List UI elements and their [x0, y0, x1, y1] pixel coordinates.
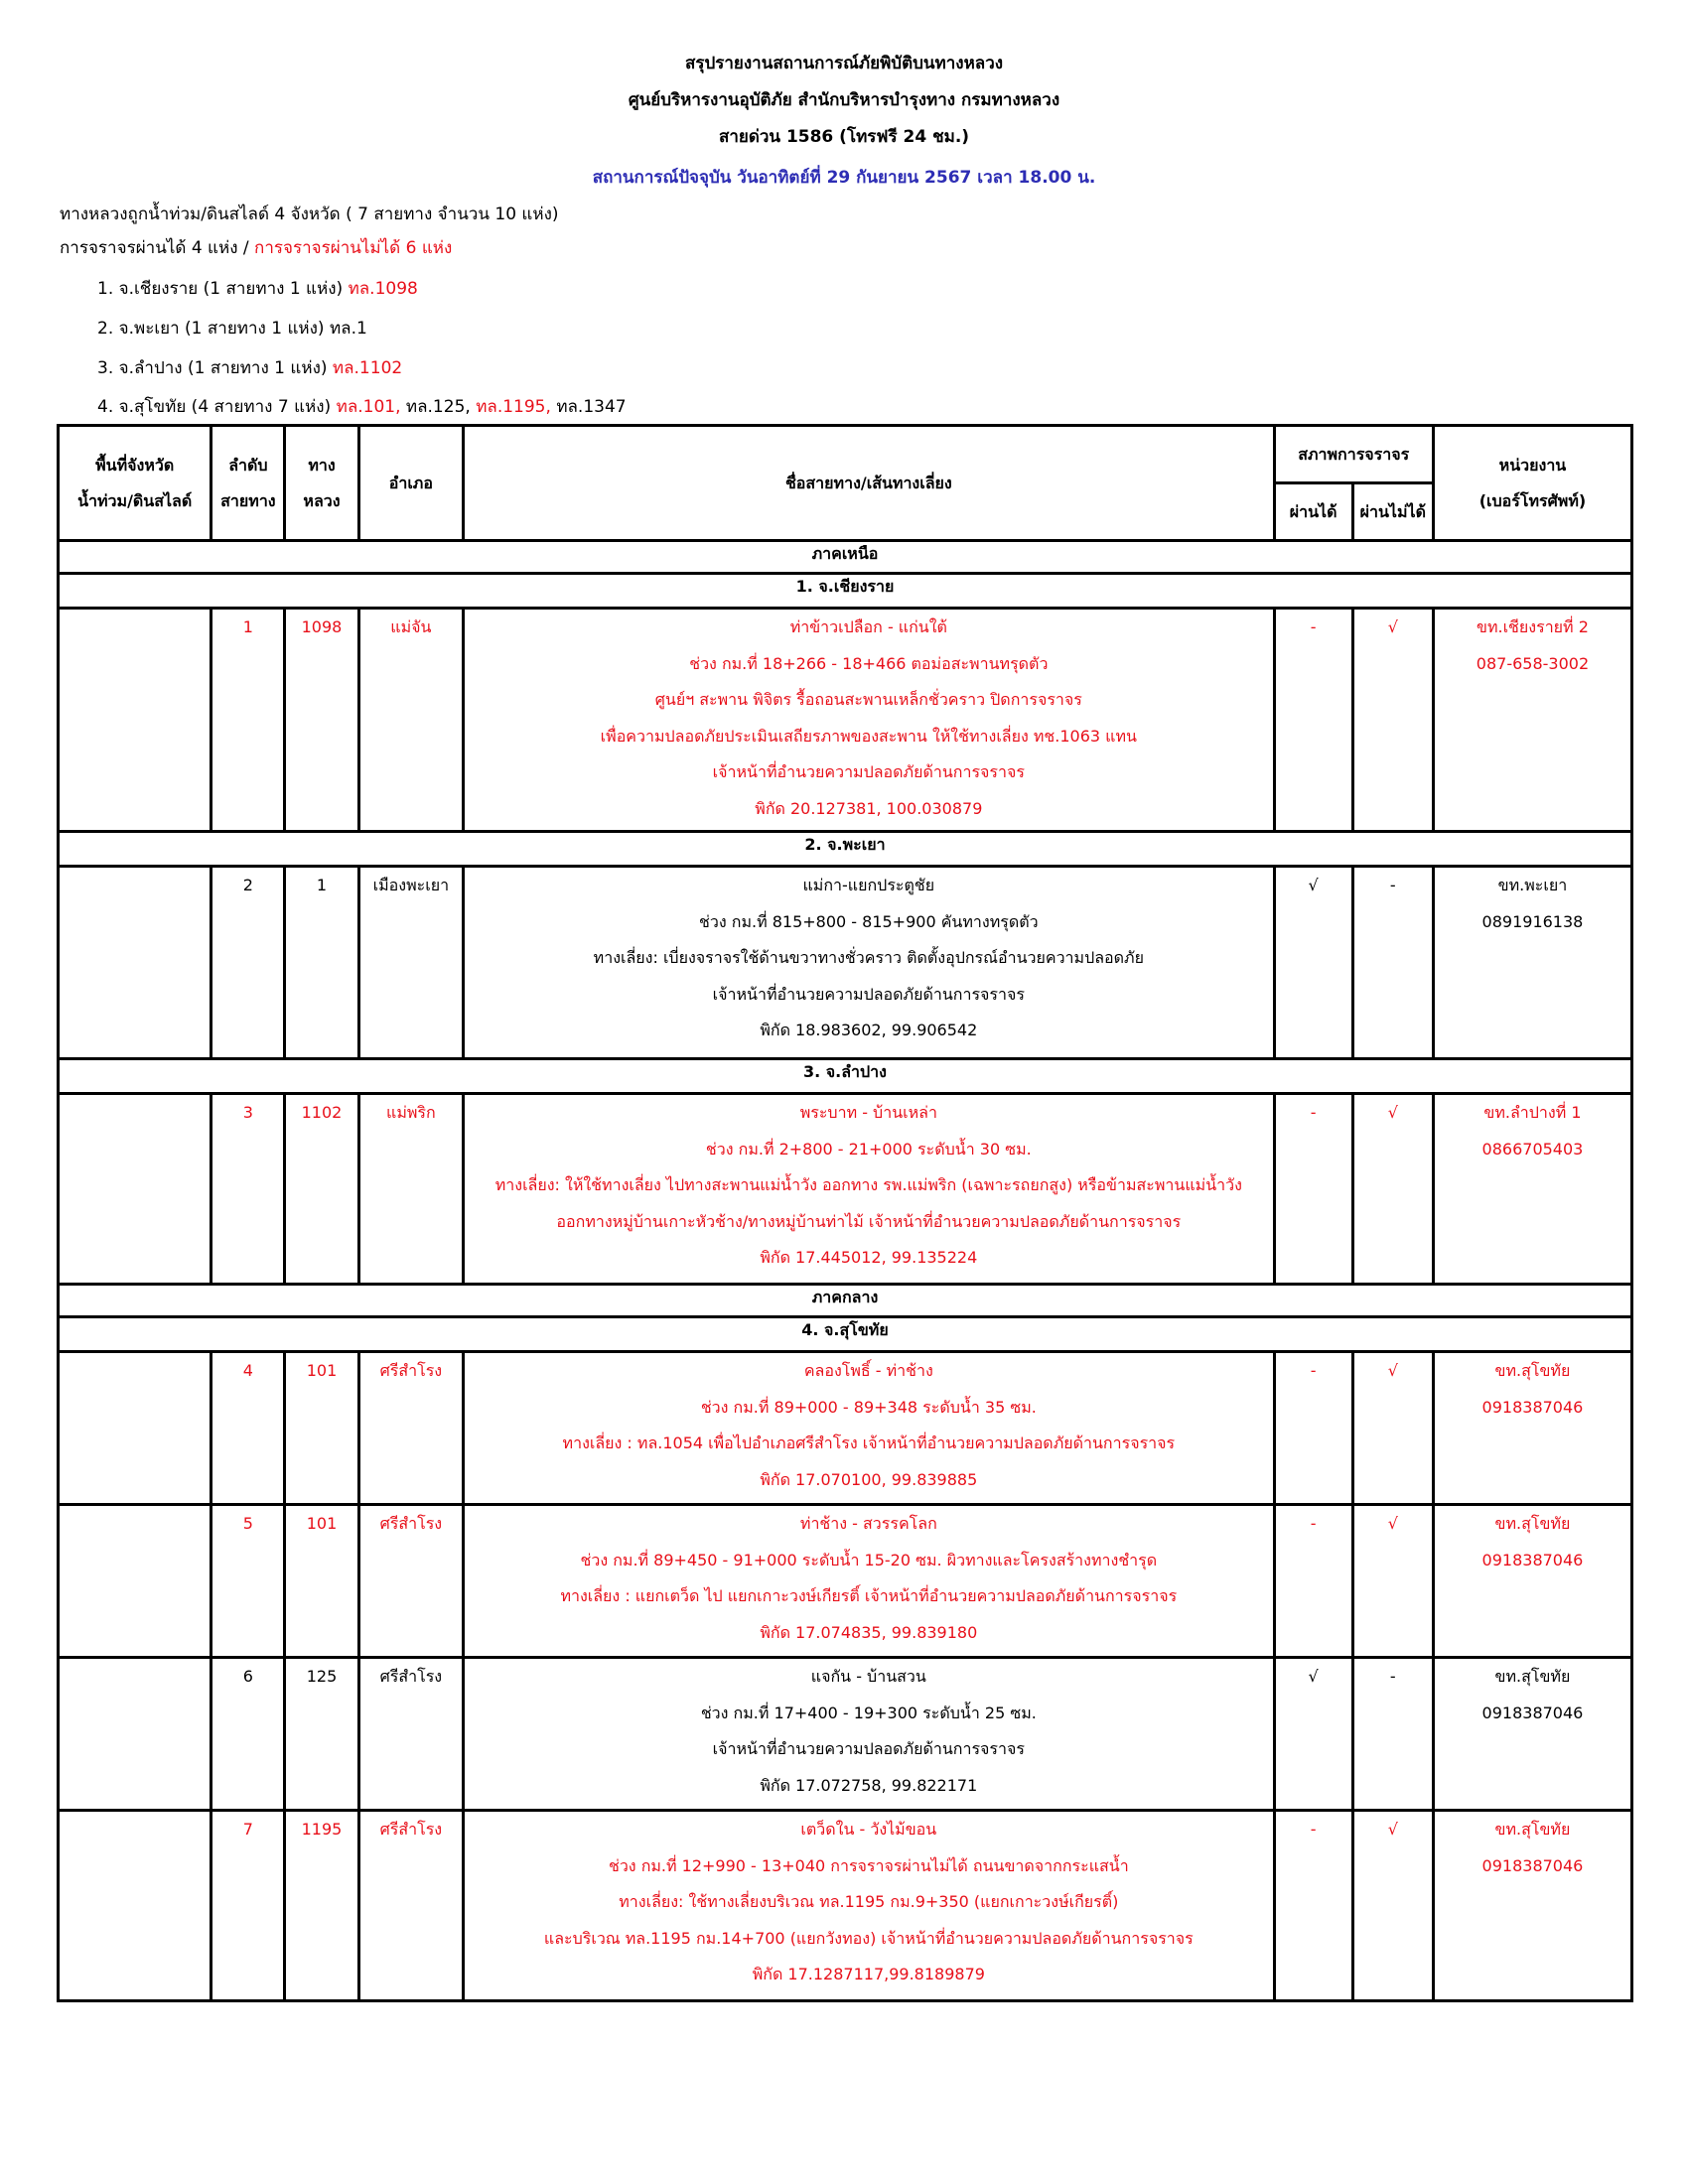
route-line: พระบาท - บ้านเหล่า — [799, 1103, 937, 1122]
province-label: 4. จ.สุโขทัย (4 สายทาง 7 แห่ง) — [97, 397, 337, 417]
unit-name: ขท.สุโขทัย — [1494, 1667, 1571, 1686]
route-line: เจ้าหน้าที่อำนวยความปลอดภัยด้านการจราจร — [712, 984, 1025, 1004]
province-section-label: 4. จ.สุโขทัย — [59, 1317, 1632, 1352]
no-pass-cell: - — [1352, 867, 1433, 1059]
province-label: 1. จ.เชียงราย (1 สายทาง 1 แห่ง) — [97, 279, 349, 299]
route-line: และบริเวณ ทล.1195 กม.14+700 (แยกวังทอง) เจ้าหน้าที่อำนวยความปลอดภัยด้านการจราจร — [543, 1928, 1194, 1948]
unit-cell — [1433, 1658, 1631, 1811]
unit-phone: 0918387046 — [1481, 1550, 1584, 1570]
route-line: ช่วง กม.ที่ 815+800 - 815+900 คันทางทรุดตัว — [699, 911, 1039, 931]
unit-name: ขท.สุโขทัย — [1494, 1514, 1571, 1533]
header-order: ลำดับ สายทาง — [211, 426, 285, 541]
no-pass-cell: √ — [1352, 1094, 1433, 1285]
area-cell — [59, 1352, 211, 1505]
order-cell: 2 — [211, 867, 285, 1059]
unit-cell — [1433, 867, 1631, 1059]
highway-cell: 125 — [285, 1658, 358, 1811]
summary-line: ทางหลวงถูกน้ำท่วม/ดินสไลด์ 4 จังหวัด ( 7 สายทาง จำนวน 10 แห่ง) — [60, 205, 559, 224]
order-cell: 4 — [211, 1352, 285, 1505]
route-line: ทางเลี่ยง: ให้ใช้ทางเลี่ยง ไปทางสะพานแม่น้ำวัง ออกทาง รพ.แม่พริก (เฉพาะรถยกสูง) หรือข้ามสะพานแม่น้ำวัง — [494, 1175, 1242, 1194]
route-line: เพื่อความปลอดภัยประเมินเสถียรภาพของสะพาน ให้ใช้ทางเลี่ยง ทช.1063 แทน — [600, 726, 1137, 746]
unit-name: ขท.ลำปางที่ 1 — [1483, 1103, 1582, 1122]
route-line: ช่วง กม.ที่ 2+800 - 21+000 ระดับน้ำ 30 ซม. — [705, 1139, 1032, 1159]
district-cell: ศรีสำโรง — [358, 1811, 464, 2001]
situation-table — [57, 424, 1633, 2002]
province-label: 3. จ.ลำปาง (1 สายทาง 1 แห่ง) — [97, 358, 333, 378]
area-cell — [59, 1094, 211, 1285]
order-cell: 6 — [211, 1658, 285, 1811]
route-cell — [464, 1658, 1274, 1811]
unit-cell — [1433, 1352, 1631, 1505]
province-item — [97, 315, 367, 341]
route-line: เตว็ดใน - วังไม้ขอน — [800, 1820, 937, 1839]
highway-ref: ทล.125, — [405, 397, 477, 417]
unit-cell — [1433, 1811, 1631, 2001]
header-area: พื้นที่จังหวัด น้ำท่วม/ดินสไลด์ — [59, 426, 211, 541]
unit-phone: 0918387046 — [1481, 1397, 1584, 1417]
route-line: พิกัด 17.070100, 99.839885 — [760, 1469, 978, 1489]
unit-phone: 0918387046 — [1481, 1855, 1584, 1875]
route-line: แจกัน - บ้านสวน — [810, 1667, 926, 1686]
no-pass-cell: - — [1352, 1658, 1433, 1811]
highway-cell: 1098 — [285, 609, 358, 832]
province-section-label: 1. จ.เชียงราย — [59, 574, 1632, 609]
header-route: ชื่อสายทาง/เส้นทางเลี่ยง — [464, 426, 1274, 541]
pass-cell: √ — [1274, 867, 1352, 1059]
province-item — [97, 275, 418, 302]
area-cell — [59, 1658, 211, 1811]
header-district: อำเภอ — [358, 426, 464, 541]
route-line: ช่วง กม.ที่ 12+990 - 13+040 การจราจรผ่านไม่ได้ ถนนขาดจากกระแสน้ำ — [608, 1855, 1129, 1875]
route-line: ทางเลี่ยง: เบี่ยงจราจรใช้ด้านขวาทางชั่วคราว ติดตั้งอุปกรณ์อำนวยความปลอดภัย — [593, 948, 1144, 967]
route-cell — [464, 1352, 1274, 1505]
highway-cell: 101 — [285, 1505, 358, 1658]
route-line: ช่วง กม.ที่ 17+400 - 19+300 ระดับน้ำ 25 ซม. — [700, 1703, 1037, 1722]
pass-cell: - — [1274, 1505, 1352, 1658]
route-line: พิกัด 18.983602, 99.906542 — [760, 1021, 978, 1039]
province-section-row — [59, 832, 1632, 867]
district-cell: ศรีสำโรง — [358, 1505, 464, 1658]
route-line: คลองโพธิ์ - ท่าช้าง — [803, 1361, 933, 1380]
passable-count: การจราจรผ่านได้ 4 แห่ง / — [60, 238, 255, 258]
province-section-row — [59, 1317, 1632, 1352]
no-pass-cell: √ — [1352, 1505, 1433, 1658]
highway-ref: ทล.1102 — [332, 358, 403, 378]
region-label: ภาคเหนือ — [59, 541, 1632, 574]
province-item — [97, 354, 402, 381]
table-row — [59, 1505, 1632, 1658]
header-traffic: สภาพการจราจร — [1274, 426, 1433, 483]
unit-name: ขท.พะเยา — [1497, 876, 1568, 894]
no-pass-cell: √ — [1352, 609, 1433, 832]
route-cell — [464, 1505, 1274, 1658]
region-row — [59, 1285, 1632, 1317]
route-line: เจ้าหน้าที่อำนวยความปลอดภัยด้านการจราจร — [712, 762, 1025, 781]
pass-cell: √ — [1274, 1658, 1352, 1811]
unit-name: ขท.สุโขทัย — [1494, 1820, 1571, 1839]
no-pass-cell: √ — [1352, 1811, 1433, 2001]
table-row — [59, 1352, 1632, 1505]
route-line: ทางเลี่ยง: ใช้ทางเลี่ยงบริเวณ ทล.1195 กม.9+350 (แยกเกาะวงษ์เกียรติ์) — [619, 1892, 1119, 1911]
table-row — [59, 867, 1632, 1059]
unit-phone: 087-658-3002 — [1476, 653, 1590, 673]
highway-cell: 1 — [285, 867, 358, 1059]
province-label: 2. จ.พะเยา (1 สายทาง 1 แห่ง) — [97, 319, 330, 339]
header-highway: ทาง หลวง — [285, 426, 358, 541]
hotline: สายด่วน 1586 (โทรฟรี 24 ชม.) — [718, 127, 970, 147]
route-cell — [464, 609, 1274, 832]
route-line: ท่าช้าง - สวรรคโลก — [799, 1514, 937, 1533]
status-time: สถานการณ์ปัจจุบัน วันอาทิตย์ที่ 29 กันยายน 2567 เวลา 18.00 น. — [592, 168, 1096, 188]
no-pass-cell: √ — [1352, 1352, 1433, 1505]
province-item — [97, 393, 627, 420]
route-cell — [464, 1094, 1274, 1285]
province-section-row — [59, 574, 1632, 609]
highway-ref: ทล.1195, — [476, 397, 557, 417]
unit-name: ขท.เชียงรายที่ 2 — [1477, 617, 1589, 636]
region-label: ภาคกลาง — [59, 1285, 1632, 1317]
pass-cell: - — [1274, 1094, 1352, 1285]
pass-cell: - — [1274, 1352, 1352, 1505]
route-line: แม่กา-แยกประตูชัย — [802, 876, 935, 894]
pass-cell: - — [1274, 609, 1352, 832]
report-title: สรุปรายงานสถานการณ์ภัยพิบัติบนทางหลวง — [684, 54, 1004, 73]
header-unit: หน่วยงาน (เบอร์โทรศัพท์) — [1433, 426, 1631, 541]
route-line: พิกัด 17.074835, 99.839180 — [760, 1622, 978, 1642]
route-line: ช่วง กม.ที่ 89+450 - 91+000 ระดับน้ำ 15-20 ซม. ผิวทางและโครงสร้างทางชำรุด — [580, 1550, 1158, 1570]
highway-ref: ทล.1098 — [348, 279, 418, 299]
route-line: ท่าข้าวเปลือก - แก่นใต้ — [789, 617, 947, 636]
order-cell: 3 — [211, 1094, 285, 1285]
highway-ref: ทล.101, — [336, 397, 406, 417]
route-line: ทางเลี่ยง : แยกเตว็ด ไป แยกเกาะวงษ์เกียรติ์ เจ้าหน้าที่อำนวยความปลอดภัยด้านการจราจร — [560, 1586, 1178, 1605]
route-line: ช่วง กม.ที่ 18+266 - 18+466 ตอม่อสะพานทรุดตัว — [689, 653, 1049, 673]
highway-ref: ทล.1347 — [556, 397, 627, 417]
pass-cell: - — [1274, 1811, 1352, 2001]
route-line: พิกัด 17.1287117,99.8189879 — [752, 1965, 985, 1983]
order-cell: 1 — [211, 609, 285, 832]
route-line: ทางเลี่ยง : ทล.1054 เพื่อไปอำเภอศรีสำโรง เจ้าหน้าที่อำนวยความปลอดภัยด้านการจราจร — [562, 1433, 1176, 1452]
area-cell — [59, 1505, 211, 1658]
table-row — [59, 1094, 1632, 1285]
district-cell: แม่พริก — [358, 1094, 464, 1285]
route-line: ออกทางหมู่บ้านเกาะหัวช้าง/ทางหมู่บ้านท่าไม้ เจ้าหน้าที่อำนวยความปลอดภัยด้านการจราจร — [556, 1211, 1182, 1231]
table-row — [59, 1811, 1632, 2001]
region-row — [59, 541, 1632, 574]
header-no-pass: ผ่านไม่ได้ — [1352, 483, 1433, 541]
route-line: พิกัด 17.445012, 99.135224 — [760, 1248, 978, 1267]
header-pass: ผ่านได้ — [1274, 483, 1352, 541]
highway-cell: 1195 — [285, 1811, 358, 2001]
unit-cell — [1433, 609, 1631, 832]
unit-name: ขท.สุโขทัย — [1494, 1361, 1571, 1380]
unit-phone: 0918387046 — [1481, 1703, 1584, 1722]
unit-cell — [1433, 1505, 1631, 1658]
district-cell: แม่จัน — [358, 609, 464, 832]
province-section-label: 3. จ.ลำปาง — [59, 1059, 1632, 1094]
district-cell: ศรีสำโรง — [358, 1658, 464, 1811]
highway-cell: 101 — [285, 1352, 358, 1505]
route-line: พิกัด 20.127381, 100.030879 — [755, 798, 983, 818]
district-cell: ศรีสำโรง — [358, 1352, 464, 1505]
route-line: ศูนย์ฯ สะพาน พิจิตร รื้อถอนสะพานเหล็กชั่วคราว ปิดการจราจร — [654, 690, 1082, 709]
table-row — [59, 609, 1632, 832]
route-line: ช่วง กม.ที่ 89+000 - 89+348 ระดับน้ำ 35 ซม. — [700, 1397, 1037, 1417]
unit-phone: 0866705403 — [1481, 1139, 1584, 1159]
district-cell: เมืองพะเยา — [358, 867, 464, 1059]
area-cell — [59, 609, 211, 832]
route-line: เจ้าหน้าที่อำนวยความปลอดภัยด้านการจราจร — [712, 1739, 1025, 1758]
route-cell — [464, 1811, 1274, 2001]
route-cell — [464, 867, 1274, 1059]
province-section-label: 2. จ.พะเยา — [59, 832, 1632, 867]
area-cell — [59, 1811, 211, 2001]
area-cell — [59, 867, 211, 1059]
order-cell: 7 — [211, 1811, 285, 2001]
order-cell: 5 — [211, 1505, 285, 1658]
province-section-row — [59, 1059, 1632, 1094]
impassable-count: การจราจรผ่านไม่ได้ 6 แห่ง — [254, 238, 453, 258]
unit-phone: 0891916138 — [1481, 911, 1584, 931]
unit-cell — [1433, 1094, 1631, 1285]
route-line: พิกัด 17.072758, 99.822171 — [760, 1775, 978, 1795]
table-row — [59, 1658, 1632, 1811]
highway-ref: ทล.1 — [329, 319, 367, 339]
report-subtitle: ศูนย์บริหารงานอุบัติภัย สำนักบริหารบำรุงทาง กรมทางหลวง — [628, 90, 1060, 110]
highway-cell: 1102 — [285, 1094, 358, 1285]
traffic-summary — [60, 234, 452, 261]
